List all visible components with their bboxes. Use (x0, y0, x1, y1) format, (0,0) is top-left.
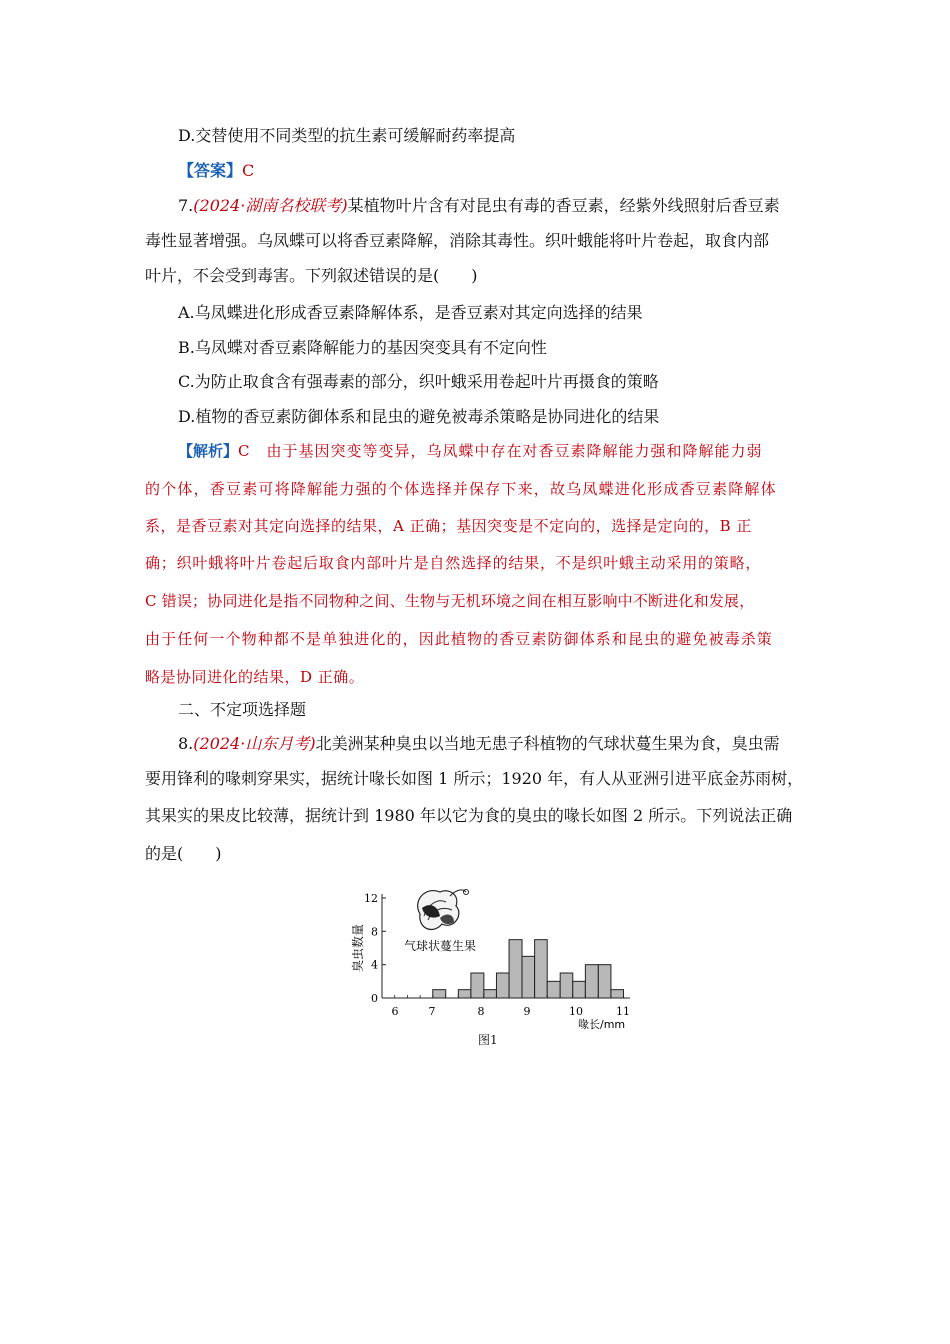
histogram-bar (433, 990, 446, 998)
x-tick-label: 8 (477, 1005, 485, 1018)
q8-source: (2024·山东月考) (193, 734, 316, 753)
q7-stem-line3: 叶片，不会受到毒害。下列叙述错误的是( ) (145, 266, 478, 285)
histogram-bar (611, 990, 624, 998)
x-axis-label: 喙长/mm (578, 1018, 626, 1031)
y-tick-label: 12 (364, 892, 378, 905)
x-tick-label: 9 (523, 1005, 531, 1018)
y-tick-label: 8 (371, 925, 378, 939)
q7-source: (2024·湖南名校联考) (193, 196, 348, 215)
q7-stem-text: 某植物叶片含有对昆虫有毒的香豆素，经紫外线照射后香豆素 (347, 196, 780, 215)
histogram-bar (573, 981, 586, 998)
q7-number: 7. (178, 196, 194, 215)
q6-option-d: D.交替使用不同类型的抗生素可缓解耐药率提高 (178, 126, 516, 145)
histogram-bar (535, 940, 548, 998)
q7-option-b: B.乌凤蝶对香豆素降解能力的基因突变具有不定向性 (178, 338, 547, 357)
q7-analysis-line3: 系，是香豆素对其定向选择的结果，A 正确；基因突变是不定向的，选择是定向的，B 正 (145, 517, 752, 535)
q7-analysis-line5: C 错误；协同进化是指不同物种之间、生物与无机环境之间在相互影响中不断进化和发展， (145, 592, 755, 610)
q6-answer (178, 160, 254, 182)
q8-stem-line4: 的是( ) (145, 844, 222, 863)
histogram-bar (509, 940, 522, 998)
q8-stem-line3: 其果实的果皮比较薄，据统计到 1980 年以它为食的臭虫的喙长如图 2 所示。下列说法正确 (145, 806, 793, 825)
answer-value: C (242, 161, 255, 180)
q7-stem-line2: 毒性显著增强。乌凤蝶可以将香豆素降解，消除其毒性。织叶蛾能将叶片卷起，取食内部 (145, 231, 770, 250)
y-axis-label: 臭虫数量 (351, 923, 365, 972)
q7-analysis-line1 (178, 440, 763, 462)
q8-stem-line1 (178, 733, 780, 755)
figure-caption: 图1 (478, 1033, 498, 1047)
histogram-bar (496, 973, 509, 998)
histogram-bar (598, 965, 611, 998)
analysis-tag: 【解析】 (178, 442, 239, 460)
x-tick-label: 11 (616, 1005, 630, 1018)
analysis-text: C 由于基因突变等变异，乌凤蝶中存在对香豆素降解能力强和降解能力弱 (238, 442, 763, 460)
q7-option-d: D.植物的香豆素防御体系和昆虫的避免被毒杀策略是协同进化的结果 (178, 407, 660, 426)
histogram-bar (458, 990, 471, 998)
fruit-illustration-icon (418, 890, 469, 930)
q8-stem-line2: 要用锋利的喙刺穿果实，据统计喙长如图 1 所示；1920 年，有人从亚洲引进平底金苏雨树， (145, 769, 804, 788)
chart-ticks (364, 892, 630, 1018)
q8-stem-text: 北美洲某种臭虫以当地无患子科植物的气球状蔓生果为食，臭虫需 (315, 734, 780, 753)
histogram-bar (560, 973, 573, 998)
q7-analysis-line4: 确；织叶蛾将叶片卷起后取食内部叶片是自然选择的结果，不是织叶蛾主动采用的策略， (145, 554, 762, 572)
answer-tag: 【答案】 (178, 161, 243, 180)
x-tick-label: 6 (391, 1005, 399, 1018)
y-tick-label: 4 (371, 958, 378, 972)
q7-analysis-line6: 由于任何一个物种都不是单独进化的，因此植物的香豆素防御体系和昆虫的避免被毒杀策 (145, 630, 773, 648)
q8-number: 8. (178, 734, 194, 753)
histogram-bar (484, 990, 497, 998)
q7-analysis-line7: 略是协同进化的结果，D 正确。 (145, 668, 365, 686)
histogram-bar (585, 965, 598, 998)
x-tick-label: 7 (428, 1005, 436, 1018)
q7-analysis-line2: 的个体，香豆素可将降解能力强的个体选择并保存下来，故乌凤蝶进化形成香豆素降解体 (145, 480, 777, 498)
beak-length-histogram (340, 884, 640, 1054)
q7-option-c: C.为防止取食含有强毒素的部分，织叶蛾采用卷起叶片再摄食的策略 (178, 372, 659, 391)
x-tick-label: 10 (569, 1005, 583, 1018)
y-tick-label: 0 (371, 992, 378, 1005)
q7-option-a: A.乌凤蝶进化形成香豆素降解体系，是香豆素对其定向选择的结果 (178, 303, 643, 322)
histogram-bar (547, 981, 560, 998)
histogram-bar (522, 956, 535, 998)
histogram-bar (471, 973, 484, 998)
inset-label: 气球状蔓生果 (404, 939, 477, 953)
q7-stem-line1 (178, 195, 780, 217)
section2-heading: 二、不定项选择题 (178, 700, 307, 719)
